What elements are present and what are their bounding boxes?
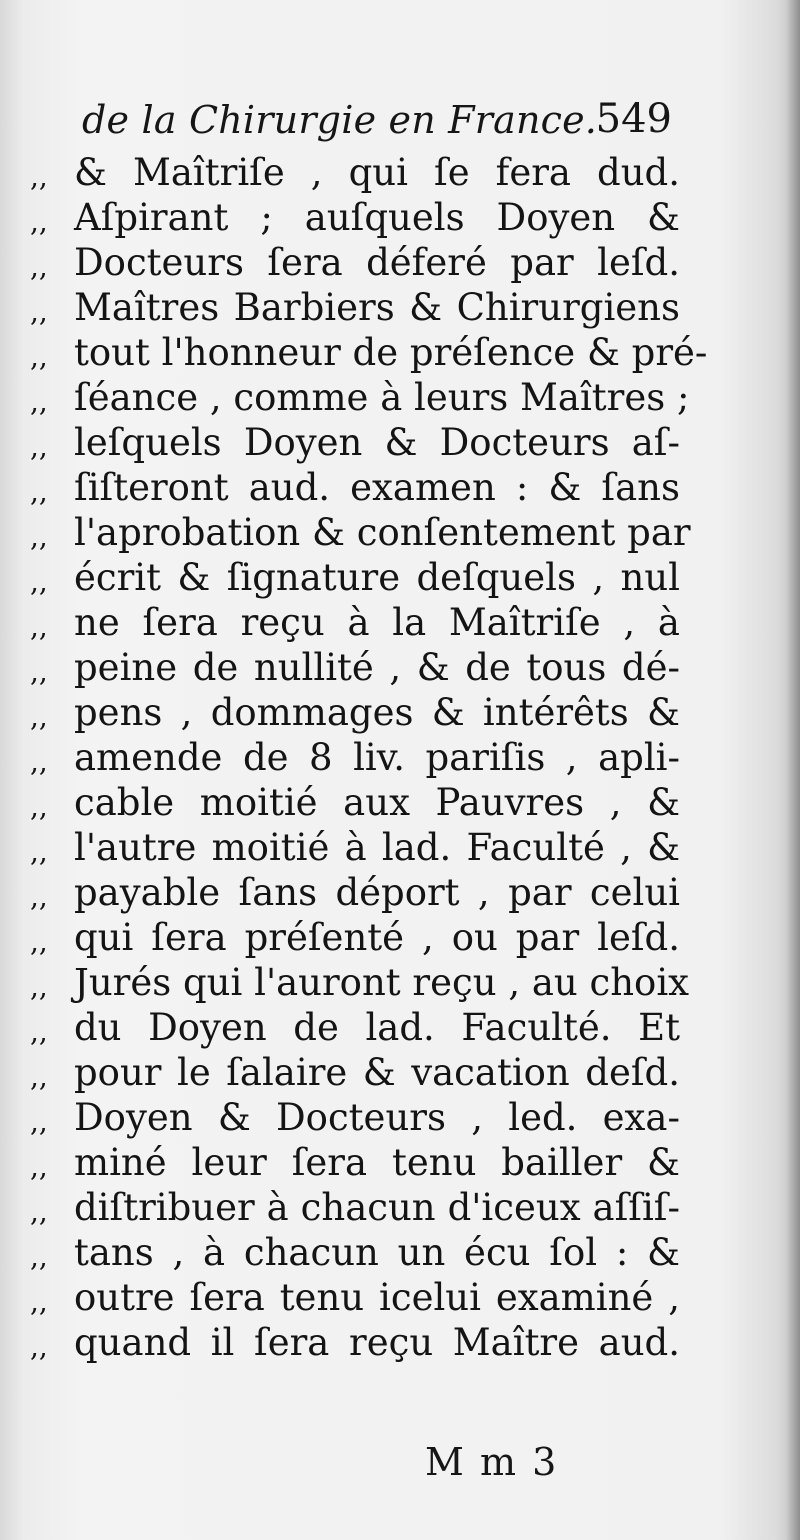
text-line <box>30 1185 680 1230</box>
line-text: Doyen & Docteurs , led. exa- <box>74 1096 680 1139</box>
text-line <box>30 960 690 1005</box>
quotation-mark: ,, <box>30 565 48 598</box>
page-edge-shadow <box>786 0 800 1540</box>
line-text: outre ſera tenu icelui examiné , <box>74 1276 680 1319</box>
quotation-mark: ,, <box>30 745 48 778</box>
quotation-mark: ,, <box>30 1330 48 1363</box>
line-text: ſéance , comme à leurs Maîtres ; <box>74 376 690 419</box>
text-line <box>30 1275 680 1320</box>
quotation-mark: ,, <box>30 1195 48 1228</box>
running-title: de la Chirurgie en France. <box>82 98 598 142</box>
line-text: diſtribuer à chacun d'iceux aſſiſ- <box>74 1186 680 1229</box>
signature-mark: M m 3 <box>425 1440 559 1484</box>
line-text: miné leur ſera tenu bailler & <box>74 1141 680 1184</box>
quotation-mark: ,, <box>30 880 48 913</box>
quotation-mark: ,, <box>30 1240 48 1273</box>
quotation-mark: ,, <box>30 610 48 643</box>
line-text: écrit & ſignature deſquels , nul <box>74 556 680 599</box>
quotation-mark: ,, <box>30 520 48 553</box>
line-text: qui ſera préſenté , ou par leſd. <box>74 916 680 959</box>
quotation-mark: ,, <box>30 1105 48 1138</box>
quotation-mark: ,, <box>30 1150 48 1183</box>
text-line <box>30 645 680 690</box>
text-line <box>30 825 680 870</box>
text-line <box>30 780 680 825</box>
text-line <box>30 1005 680 1050</box>
text-line <box>30 1320 680 1365</box>
line-text: pens , dommages & intérêts & <box>74 691 680 734</box>
line-text: l'autre moitié à lad. Faculté , & <box>74 826 680 869</box>
quotation-mark: ,, <box>30 970 48 1003</box>
line-text: leſquels Doyen & Docteurs aſ- <box>74 421 680 464</box>
text-line <box>30 240 680 285</box>
line-text: Docteurs ſera déferé par leſd. <box>74 241 680 284</box>
text-line <box>30 600 680 645</box>
text-line <box>30 1050 680 1095</box>
quotation-mark: ,, <box>30 430 48 463</box>
text-line <box>30 510 691 555</box>
quotation-mark: ,, <box>30 250 48 283</box>
line-text: Jurés qui l'auront reçu , au choix <box>74 961 690 1004</box>
line-text: l'aprobation & conſentement par <box>74 511 691 554</box>
line-text: tout l'honneur de préſence & pré- <box>74 331 708 374</box>
line-text: ſiſteront aud. examen : & ſans <box>74 466 680 509</box>
text-line <box>30 420 680 465</box>
line-text: amende de 8 liv. pariſis , apli- <box>74 736 680 779</box>
quotation-mark: ,, <box>30 340 48 373</box>
text-line <box>30 870 680 915</box>
quotation-mark: ,, <box>30 160 48 193</box>
line-text: quand il ſera reçu Maître aud. <box>74 1321 680 1364</box>
quotation-mark: ,, <box>30 1015 48 1048</box>
text-line <box>30 555 680 600</box>
text-line <box>30 285 680 330</box>
line-text: & Maîtriſe , qui ſe fera dud. <box>74 151 680 194</box>
text-line <box>30 375 690 420</box>
quotation-mark: ,, <box>30 835 48 868</box>
line-text: ne ſera reçu à la Maîtriſe , à <box>74 601 680 644</box>
text-line <box>30 150 680 195</box>
body-text <box>30 150 708 1365</box>
quotation-mark: ,, <box>30 295 48 328</box>
quotation-mark: ,, <box>30 475 48 508</box>
quotation-mark: ,, <box>30 925 48 958</box>
line-text: du Doyen de lad. Faculté. Et <box>74 1006 680 1049</box>
quotation-mark: ,, <box>30 790 48 823</box>
text-line <box>30 915 680 960</box>
running-header <box>82 98 672 158</box>
text-line <box>30 735 680 780</box>
quotation-mark: ,, <box>30 1060 48 1093</box>
text-line <box>30 195 680 240</box>
line-text: tans , à chacun un écu ſol : & <box>74 1231 680 1274</box>
text-line <box>30 465 680 510</box>
line-text: Aſpirant ; auſquels Doyen & <box>74 196 680 239</box>
quotation-mark: ,, <box>30 655 48 688</box>
page-number: 549 <box>595 96 672 142</box>
quotation-mark: ,, <box>30 205 48 238</box>
line-text: Maîtres Barbiers & Chirurgiens <box>74 286 680 329</box>
line-text: pour le ſalaire & vacation deſd. <box>74 1051 680 1094</box>
line-text: cable moitié aux Pauvres , & <box>74 781 680 824</box>
text-line <box>30 1140 680 1185</box>
line-text: payable ſans déport , par celui <box>74 871 680 914</box>
quotation-mark: ,, <box>30 700 48 733</box>
quotation-mark: ,, <box>30 385 48 418</box>
text-line <box>30 330 708 375</box>
text-line <box>30 690 680 735</box>
text-line <box>30 1230 680 1275</box>
quotation-mark: ,, <box>30 1285 48 1318</box>
text-line <box>30 1095 680 1140</box>
line-text: peine de nullité , & de tous dé- <box>74 646 680 689</box>
